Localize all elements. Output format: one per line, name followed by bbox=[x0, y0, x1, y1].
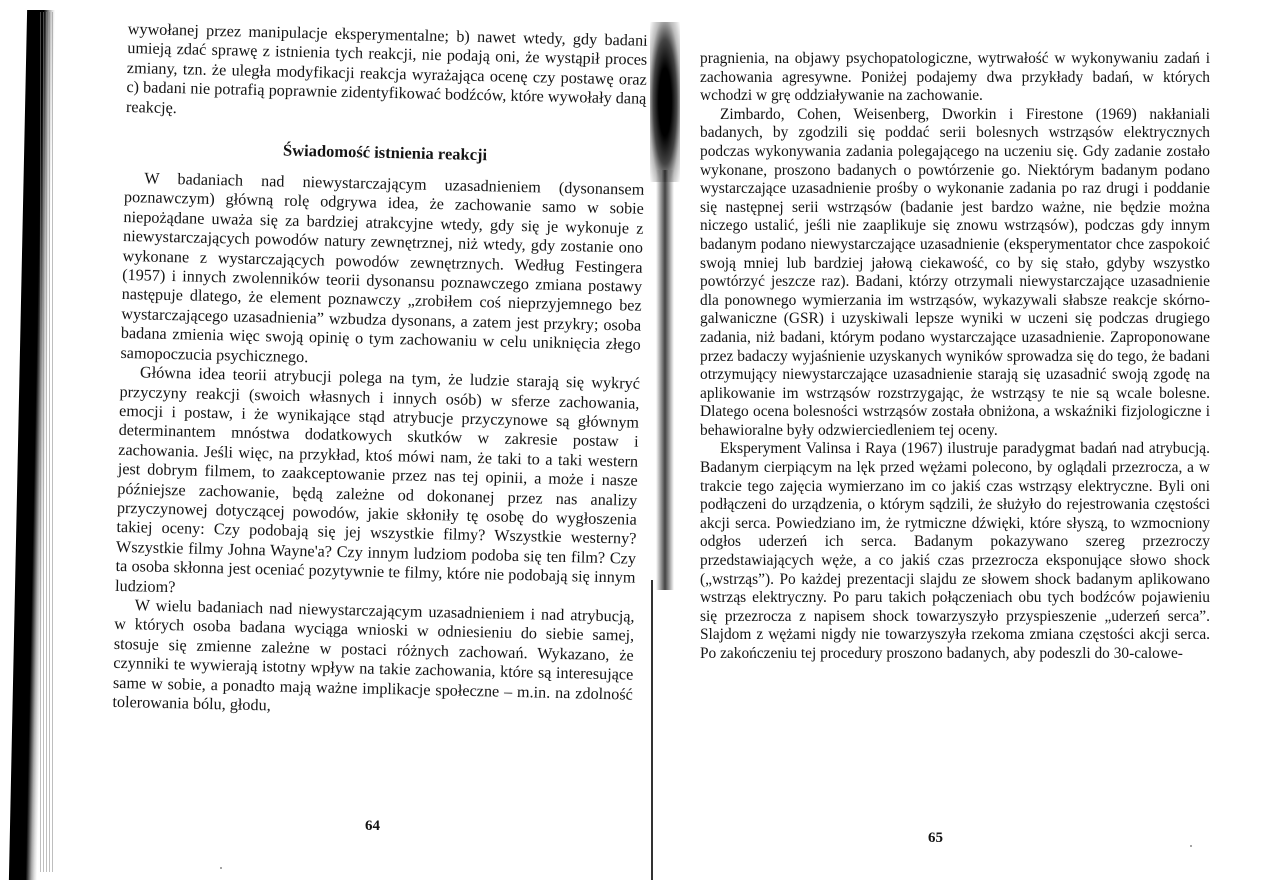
paragraph: W badaniach nad niewystarczającym uzasadnieniem (dysonansem poznawczym) główną rolę odgrywa idea, że zachowanie samo w sobie niepożądane uważa się za bardziej atrakcyjne wtedy, gdy się je wykonuje z niewystarczających powodów natury zewnętrznej, niż wtedy, gdy zostanie ono wykonane z wystarczających powodów zewnętrznych. Według Festingera (1957) i innych zwolenników teorii dysonansu poznawczego zmiana postawy następuje dlatego, że element poznawczy „zrobiłem coś nieprzyjemnego bez wystarczającego uzasadnienia” wzbudza dysonans, a zatem jest przykry; osoba badana zmienia więc swoją opinię o tym zachowaniu w celu uniknięcia złego samopoczucia psychicznego. bbox=[120, 169, 645, 366]
center-gutter-shadow bbox=[650, 22, 680, 182]
paragraph: W wielu badaniach nad niewystarczającym uzasadnieniem i nad atrybucją, w których osoba badana wyciąga wnioski w odniesieniu do siebie samej, stosuje się zmienne zależne w postaci różnych zachowań. Wykazano, że czynniki te wywierają istotny wpływ na takie zachowania, które są interesujące same w sobie, a ponadto mają ważne implikacje społeczne – m.in. na zdolność tolerowania bólu, głodu, bbox=[112, 596, 635, 715]
paragraph: wywołanej przez manipulacje eksperymentalne; b) nawet wtedy, gdy badani umieją zdać sprawę z istnienia tych reakcji, nie podają oni, że wystąpił proces zmiany, tzn. że uległa modyfikacji reakcja wyrażająca ocenę czy postawę oraz c) badani nie potrafią poprawnie zidentyfikować bodźców, które wywołały daną reakcję. bbox=[125, 20, 648, 117]
center-gutter-line bbox=[651, 580, 653, 880]
left-page bbox=[112, 20, 648, 724]
page-number-right: 65 bbox=[928, 830, 943, 846]
paragraph: pragnienia, na objawy psychopatologiczne, wytrwałość w wykonywaniu zadań i zachowania agresywne. Poniżej podajemy dwa przykłady badań, w których wchodzi w grę oddziaływanie na zachowanie. bbox=[700, 50, 1210, 105]
center-gutter-fold bbox=[656, 170, 674, 590]
page-number-left: 64 bbox=[365, 818, 380, 834]
paragraph: Główna idea teorii atrybucji polega na tym, że ludzie starają się wykryć przyczyny reakcji (swoich własnych i innych osób) w sferze zachowania, emocji i postaw, i że wynikające stąd atrybucje przyczynowe są głównym determinantem mnóstwa dodatkowych skutków w zakresie postaw i zachowania. Jeśli więc, na przykład, ktoś mówi nam, że taki to a taki western jest dobrym filmem, to zaakceptowanie przez nas tej opinii, a może i nasze późniejsze zachowanie, będą zależne od dokonanej przez nas analizy przyczynowej dotyczącej powodów, jakie skłoniły tę osobę do wygłoszenia takiej oceny: Czy podobają się jej wszystkie filmy? Wszystkie westerny? Wszystkie filmy Johna Wayne'a? Czy innym ludziom podoba się ten film? Czy ta osoba skłonna jest oceniać pozytywnie te filmy, które nie podobają się innym ludziom? bbox=[114, 363, 641, 596]
paragraph: Eksperyment Valinsa i Raya (1967) ilustruje paradygmat badań nad atrybucją. Badanym cierpiącym na lęk przed wężami polecono, by oglądali przezrocza, a w trakcie tego zajęcia wymierzano im co jakiś czas wstrząsy elektryczne. Byli oni podłączeni do urządzenia, o którym sądzili, że służyło do rejestrowania częstości akcji serca. Powiedziano im, że rytmiczne dźwięki, które słyszą, to wzmocniony odgłos uderzeń ich serca. Badanym pokazywano szereg przezroczy przedstawiających węże, a co jakiś czas przezrocza eksponujące słowo shock („wstrząs”). Po każdej prezentacji slajdu ze słowem shock badanym aplikowano wstrząs elektryczny. Po paru takich połączeniach obu tych bodźców pojawieniu się przezrocza z napisem shock towarzyszyło przyspieszenie „uderzeń serca”. Slajdom z wężami nigdy nie towarzyszyła rzekoma zmiana częstości akcji serca. Po zakończeniu tej procedury proszono badanych, aby podeszli do 30-calowe- bbox=[700, 440, 1210, 662]
section-heading: Świadomość istnienia reakcji bbox=[282, 140, 488, 165]
right-page bbox=[700, 50, 1210, 664]
scan-speck bbox=[220, 867, 222, 869]
paragraph: Zimbardo, Cohen, Weisenberg, Dworkin i Firestone (1969) nakłaniali badanych, by zgodzili się poddać serii bolesnych wstrząsów elektrycznych podczas wykonywania zadania polegającego na uczeniu się. Gdy zadanie zostało wykonane, proszono badanych o powtórzenie go. Niektórym badanym podano wystarczające uzasadnienie prośby o wykonanie zadania po raz drugi i poddanie się następnej serii wstrząsów (badanie jest bardzo ważne, nie będzie można niczego ustalić, jeśli nie zaaplikuje się znowu wstrząsów), podczas gdy innym badanym podano niewystarczające uzasadnienie (eksperymentator chce zaspokoić swoją mniej lub bardziej jałową ciekawość, co by się stało, gdyby wszystko powtórzyć jeszcze raz). Badani, którzy otrzymali niewystarczające uzasadnienie dla ponownego wymierzania im wstrząsów, wykazywali słabsze reakcje skórno-galwaniczne (GSR) i uzyskiwali lepsze wyniki w uczeni się podczas drugiego zadania, niż badani, którym podano wystarczające uzasadnienie. Zaproponowane przez badaczy wyjaśnienie uzyskanych wyników sprowadza się do tego, że badani otrzymujący niewystarczające uzasadnienie starają się uzasadnić swoją zgodę na aplikowanie im wstrząsów rozstrzygając, że wstrząsy te nie są wcale bolesne. Dlatego ocena bolesności wstrząsów została obniżona, a wskaźniki fizjologiczne i behawioralne były odzwierciedleniem tej oceny. bbox=[700, 105, 1210, 439]
scan-speck bbox=[1190, 845, 1192, 847]
page-edge-texture bbox=[40, 12, 54, 872]
